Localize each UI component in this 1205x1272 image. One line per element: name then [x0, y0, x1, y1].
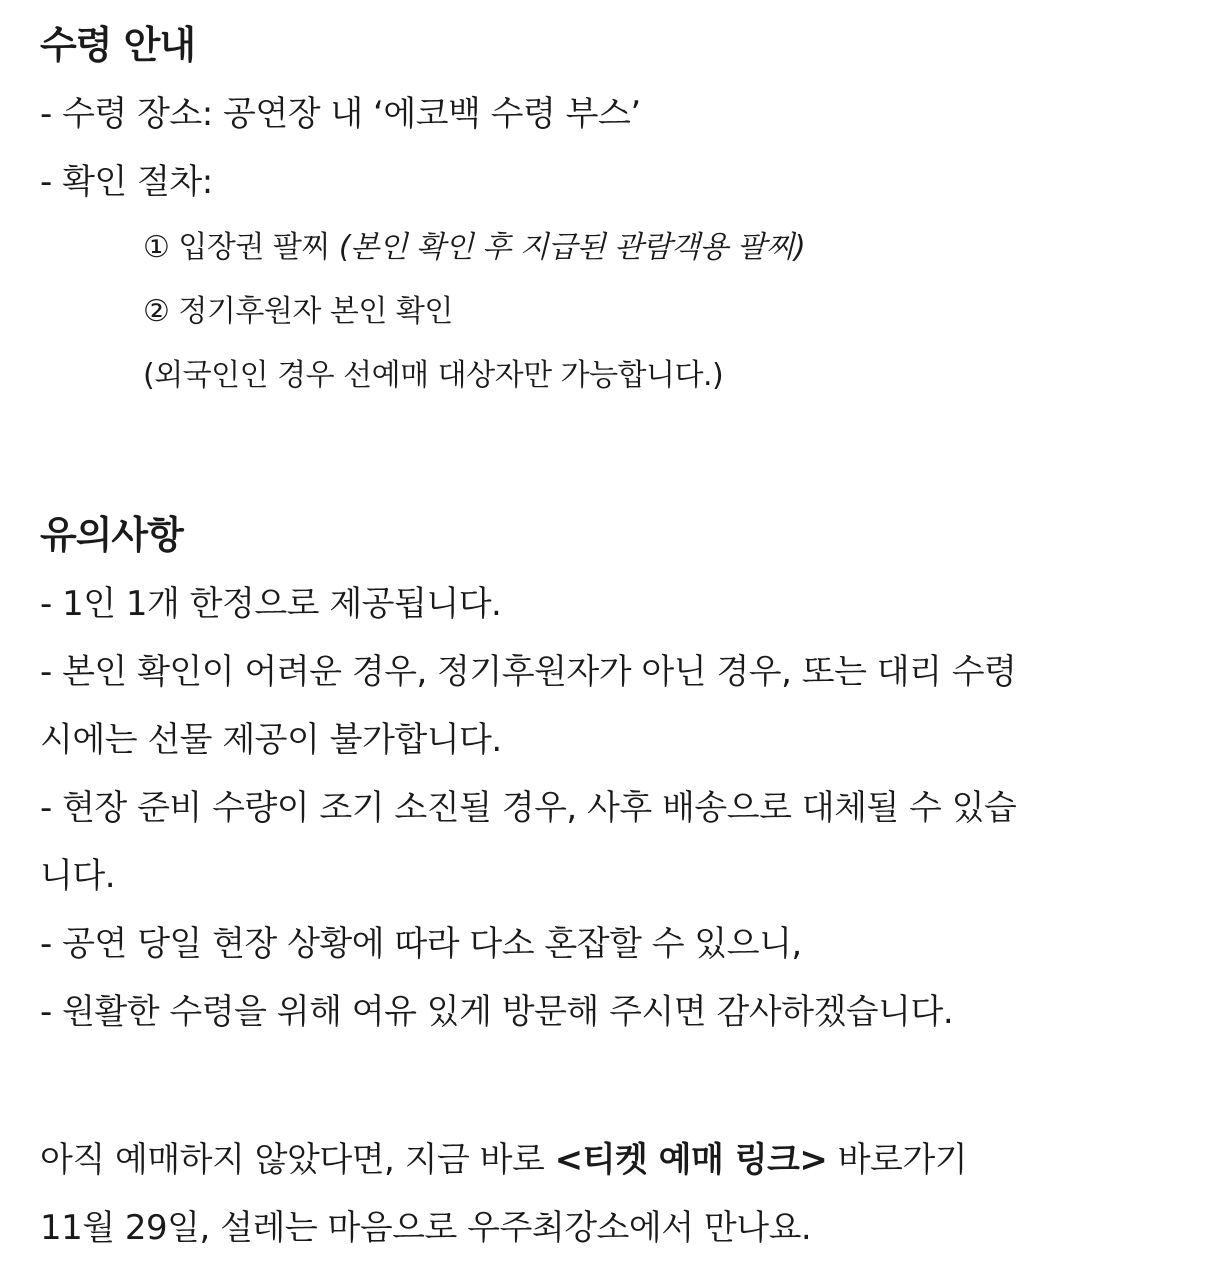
- pickup-location: - 수령 장소: 공연장 내 ‘에코백 수령 부스’: [40, 94, 641, 134]
- foreigner-note: (외국인인 경우 선예매 대상자만 가능합니다.): [143, 358, 724, 393]
- notes-line: 시에는 선물 제공이 불가합니다.: [40, 720, 502, 760]
- document-body: [40, 0, 1180, 1262]
- pickup-title: 수령 안내: [40, 23, 196, 67]
- step1-note: (본인 확인 후 지급된 관람객용 팔찌): [338, 230, 806, 265]
- ticket-link[interactable]: <티켓 예매 링크>: [554, 1140, 828, 1180]
- closing-spacer: [40, 1046, 1180, 1126]
- ticket-suffix: 바로가기: [827, 1140, 968, 1180]
- step1-text: ① 입장권 팔찌: [143, 230, 339, 265]
- ticket-prefix: 아직 예매하지 않았다면, 지금 바로: [40, 1140, 555, 1180]
- farewell-line: 11월 29일, 설레는 마음으로 우주최강소에서 만나요.: [40, 1208, 812, 1248]
- notes-line: - 1인 1개 한정으로 제공됩니다.: [40, 584, 502, 624]
- notes-line: 니다.: [40, 856, 115, 896]
- top-spacer: [40, 0, 1180, 10]
- section-spacer: [40, 408, 1180, 500]
- notes-line: - 본인 확인이 어려운 경우, 정기후원자가 아닌 경우, 또는 대리 수령: [40, 652, 1017, 692]
- notes-line: - 원활한 수령을 위해 여유 있게 방문해 주시면 감사하겠습니다.: [40, 992, 954, 1032]
- notes-line: - 현장 준비 수량이 조기 소진될 경우, 사후 배송으로 대체될 수 있습: [40, 788, 1017, 828]
- notes-title: 유의사항: [40, 513, 183, 557]
- procedure-step-2: ② 정기후원자 본인 확인: [143, 294, 453, 329]
- notes-line: - 공연 당일 현장 상황에 따라 다소 혼잡할 수 있으니,: [40, 924, 802, 964]
- procedure-step-1: [40, 216, 1180, 280]
- ticket-line: [40, 1126, 1180, 1194]
- procedure-label: - 확인 절차:: [40, 162, 213, 202]
